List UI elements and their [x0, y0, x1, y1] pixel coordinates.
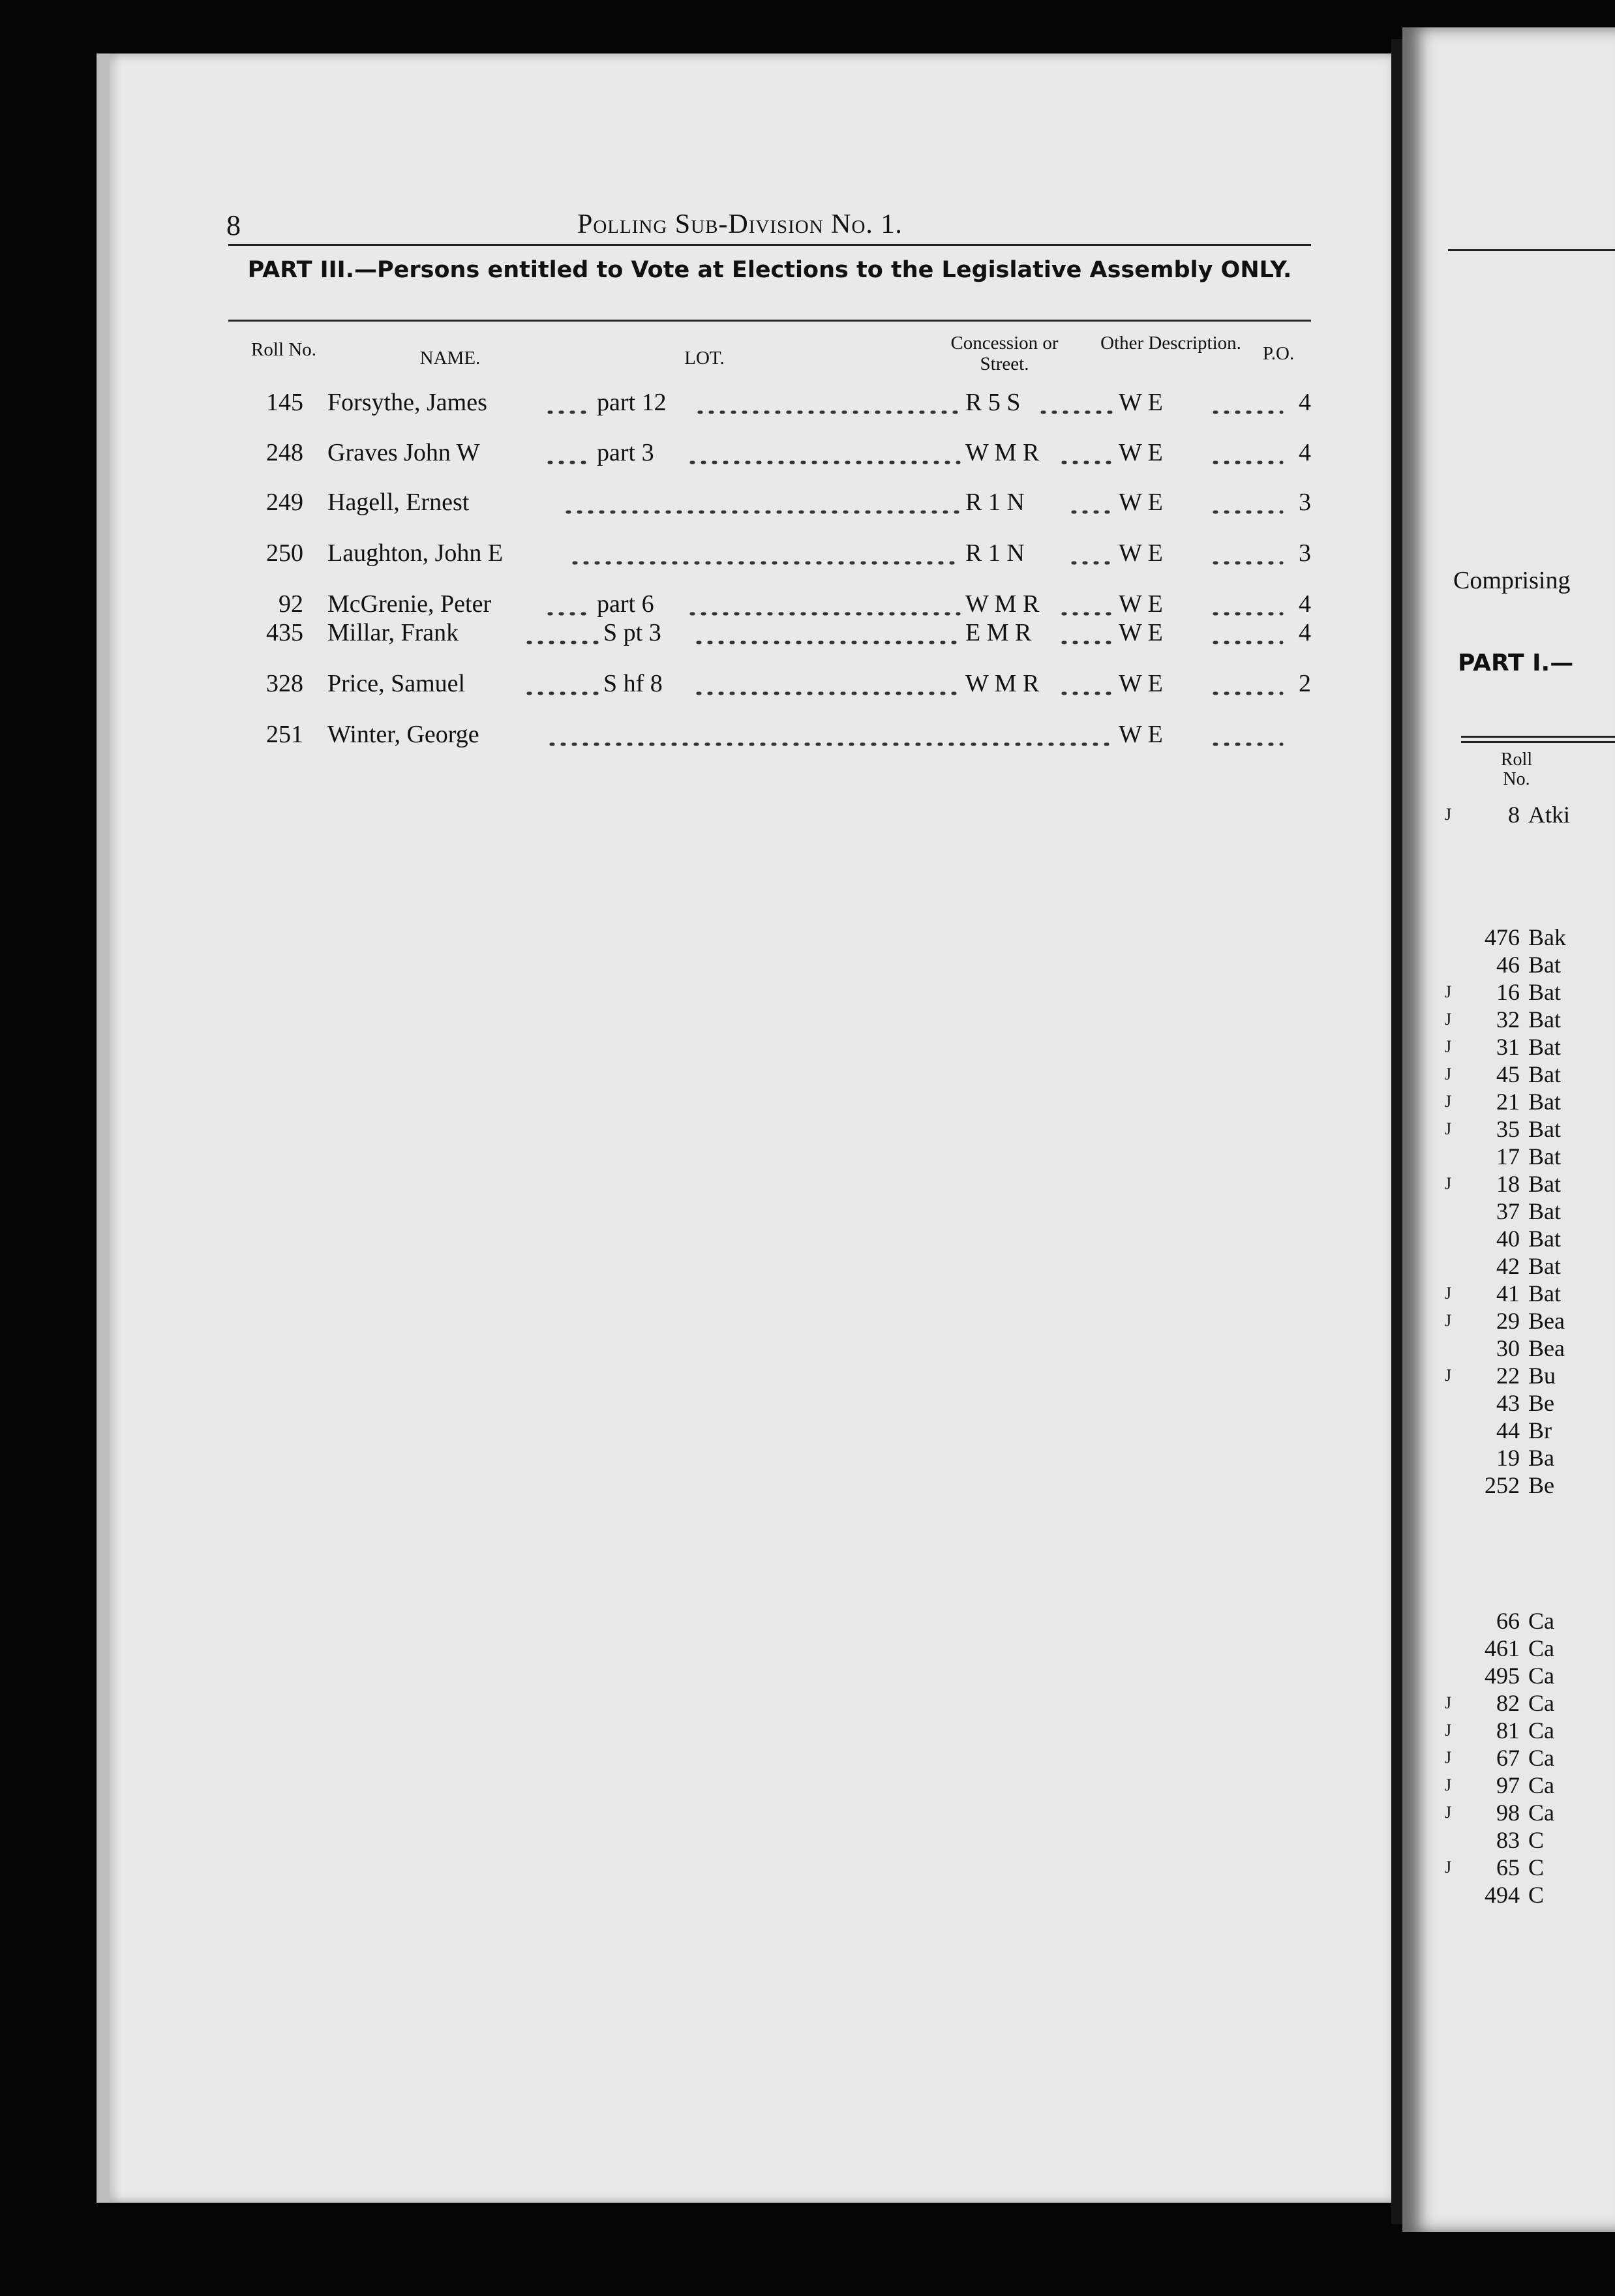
post-office: 2 — [1299, 670, 1311, 697]
juror-mark: J — [1445, 805, 1452, 824]
table-row — [228, 387, 1311, 418]
col-concession-header: Concession or Street. — [950, 333, 1059, 374]
juror-mark: J — [1445, 1065, 1452, 1083]
list-item — [1445, 978, 1615, 1006]
col-name-header: NAME. — [419, 348, 481, 369]
roll-number: 42 — [1496, 1253, 1520, 1279]
roll-number: 495 — [1485, 1663, 1520, 1689]
juror-mark: J — [1445, 1174, 1452, 1193]
description: W E — [1119, 389, 1163, 416]
roll-number: 328 — [266, 670, 303, 697]
table-row — [228, 719, 1311, 750]
list-item — [1445, 1389, 1615, 1417]
voter-name: Bea — [1528, 1308, 1565, 1334]
table-row — [228, 437, 1311, 468]
roll-number: 18 — [1496, 1171, 1520, 1197]
comprising-label: Comprising — [1453, 567, 1571, 594]
list-item — [1445, 924, 1615, 951]
table-row — [228, 668, 1311, 699]
roll-number: 45 — [1496, 1061, 1520, 1087]
list-item — [1445, 1799, 1615, 1826]
juror-mark: J — [1445, 1721, 1452, 1740]
voter-name: Ca — [1528, 1745, 1554, 1771]
voter-name: Atki — [1528, 802, 1571, 828]
list-item — [1445, 1472, 1615, 1499]
juror-mark: J — [1445, 1775, 1452, 1794]
roll-number: 476 — [1485, 924, 1520, 950]
list-item — [1445, 1006, 1615, 1033]
juror-mark: J — [1445, 1858, 1452, 1877]
roll-number: 98 — [1496, 1800, 1520, 1826]
table-row — [228, 487, 1311, 518]
right-header-rule — [1448, 249, 1615, 251]
voter-name: Bat — [1528, 1006, 1561, 1033]
voter-name: Bat — [1528, 952, 1561, 978]
post-office: 4 — [1299, 439, 1311, 466]
lot: part 12 — [597, 389, 667, 416]
list-item — [1445, 1198, 1615, 1225]
roll-number: 494 — [1485, 1882, 1520, 1908]
voter-name: Bat — [1528, 1226, 1561, 1252]
header-rule — [228, 244, 1311, 246]
voter-name: Laughton, John E — [327, 539, 504, 567]
voter-name: Bea — [1528, 1335, 1565, 1361]
list-item — [1445, 1662, 1615, 1689]
voter-name: Graves John W — [327, 439, 480, 466]
list-item — [1445, 1854, 1615, 1881]
list-item — [1445, 801, 1615, 828]
list-item — [1445, 1252, 1615, 1280]
voter-name: Be — [1528, 1390, 1554, 1416]
roll-number: 83 — [1496, 1827, 1520, 1853]
voter-name: Ca — [1528, 1635, 1554, 1661]
roll-number: 29 — [1496, 1308, 1520, 1334]
table-row — [228, 537, 1311, 569]
col-lot-header: LOT. — [684, 348, 725, 369]
concession: R 1 N — [965, 489, 1025, 516]
voter-name: Bat — [1528, 1061, 1561, 1087]
roll-number: 37 — [1496, 1198, 1520, 1224]
list-item — [1445, 1717, 1615, 1744]
list-item — [1445, 1033, 1615, 1061]
roll-number: 22 — [1496, 1363, 1520, 1389]
list-item — [1445, 1115, 1615, 1143]
list-item — [1445, 1088, 1615, 1115]
table-row — [228, 617, 1311, 648]
running-head: Polling Sub-Division No. 1. — [577, 209, 903, 239]
description: W E — [1119, 489, 1163, 516]
right-rule-1 — [1461, 736, 1615, 738]
table-row — [228, 588, 1311, 620]
roll-number: 41 — [1496, 1280, 1520, 1307]
concession: W M R — [965, 439, 1040, 466]
list-item — [1445, 1225, 1615, 1252]
post-office: 3 — [1299, 539, 1311, 567]
col-po-header: P.O. — [1262, 343, 1295, 364]
voter-name: Bat — [1528, 1280, 1561, 1307]
lot: part 3 — [597, 439, 654, 466]
juror-mark: J — [1445, 1748, 1452, 1767]
voter-name: C — [1528, 1854, 1545, 1881]
juror-mark: J — [1445, 1092, 1452, 1111]
list-item — [1445, 1143, 1615, 1170]
juror-mark: J — [1445, 982, 1452, 1001]
juror-mark: J — [1445, 1119, 1452, 1138]
roll-number: 8 — [1508, 802, 1520, 828]
voter-name: Bat — [1528, 1089, 1561, 1115]
list-item — [1445, 1444, 1615, 1472]
voter-name: Bat — [1528, 1143, 1561, 1170]
voter-name: Ba — [1528, 1445, 1554, 1471]
list-item — [1445, 1417, 1615, 1444]
list-item — [1445, 1744, 1615, 1772]
concession: R 5 S — [965, 389, 1021, 416]
juror-mark: J — [1445, 1803, 1452, 1822]
part-heading: PART III.—Persons entitled to Vote at Elections to the Legislative Assembly ONLY. — [247, 257, 1292, 283]
roll-number: 35 — [1496, 1116, 1520, 1142]
roll-number: 249 — [266, 489, 303, 516]
roll-number: 461 — [1485, 1635, 1520, 1661]
post-office: 4 — [1299, 590, 1311, 618]
roll-number: 19 — [1496, 1445, 1520, 1471]
voter-name: Ca — [1528, 1800, 1554, 1826]
roll-number: 251 — [266, 721, 303, 748]
voter-name: Br — [1528, 1417, 1552, 1443]
list-item — [1445, 951, 1615, 978]
voter-name: Ca — [1528, 1717, 1554, 1744]
left-page — [97, 53, 1404, 2203]
voter-name: McGrenie, Peter — [327, 590, 492, 618]
roll-number: 250 — [266, 539, 303, 567]
list-item — [1445, 1170, 1615, 1198]
right-rule-2 — [1461, 741, 1615, 743]
roll-number: 92 — [279, 590, 303, 618]
description: W E — [1119, 539, 1163, 567]
roll-number: 40 — [1496, 1226, 1520, 1252]
heading-rule — [228, 320, 1311, 322]
list-item — [1445, 1772, 1615, 1799]
juror-mark: J — [1445, 1037, 1452, 1056]
list-item — [1445, 1635, 1615, 1662]
voter-name: Bu — [1528, 1363, 1556, 1389]
juror-mark: J — [1445, 1311, 1452, 1330]
concession: W M R — [965, 590, 1040, 618]
lot: S hf 8 — [603, 670, 663, 697]
description: W E — [1119, 619, 1163, 646]
roll-number: 82 — [1496, 1690, 1520, 1716]
lot: part 6 — [597, 590, 654, 618]
roll-number: 32 — [1496, 1006, 1520, 1033]
juror-mark: J — [1445, 1284, 1452, 1303]
roll-number: 252 — [1485, 1472, 1520, 1498]
voter-name: Bat — [1528, 979, 1561, 1005]
col-roll-header: Roll No. — [251, 339, 316, 360]
right-roll-header: Roll No. — [1500, 749, 1533, 789]
description: W E — [1119, 590, 1163, 618]
voter-name: Forsythe, James — [327, 389, 487, 416]
concession: R 1 N — [965, 539, 1025, 567]
roll-number: 66 — [1496, 1608, 1520, 1634]
voter-name: C — [1528, 1882, 1545, 1908]
roll-number: 81 — [1496, 1717, 1520, 1744]
roll-number: 16 — [1496, 979, 1520, 1005]
voter-name: Winter, George — [327, 721, 479, 748]
list-item — [1445, 1881, 1615, 1909]
col-description-header: Other Description. — [1100, 333, 1241, 354]
voter-name: Bat — [1528, 1116, 1561, 1142]
voter-name: Hagell, Ernest — [327, 489, 470, 516]
roll-number: 43 — [1496, 1390, 1520, 1416]
page-number: 8 — [226, 209, 241, 241]
description: W E — [1119, 721, 1163, 748]
voter-name: Ca — [1528, 1663, 1554, 1689]
roll-number: 435 — [266, 619, 303, 646]
roll-number: 65 — [1496, 1854, 1520, 1881]
list-item — [1445, 1607, 1615, 1635]
voter-name: C — [1528, 1827, 1545, 1853]
juror-mark: J — [1445, 1366, 1452, 1385]
roll-number: 46 — [1496, 952, 1520, 978]
list-item — [1445, 1826, 1615, 1854]
juror-mark: J — [1445, 1010, 1452, 1029]
list-item — [1445, 1362, 1615, 1389]
post-office: 4 — [1299, 619, 1311, 646]
voter-name: Ca — [1528, 1690, 1554, 1716]
list-item — [1445, 1335, 1615, 1362]
roll-number: 248 — [266, 439, 303, 466]
roll-number: 30 — [1496, 1335, 1520, 1361]
post-office: 4 — [1299, 389, 1311, 416]
list-item — [1445, 1689, 1615, 1717]
concession: W M R — [965, 670, 1040, 697]
voter-name: Bat — [1528, 1171, 1561, 1197]
voter-name: Be — [1528, 1472, 1554, 1498]
voter-name: Bat — [1528, 1253, 1561, 1279]
list-item — [1445, 1061, 1615, 1088]
voter-name: Ca — [1528, 1772, 1554, 1798]
voter-name: Price, Samuel — [327, 670, 466, 697]
description: W E — [1119, 439, 1163, 466]
right-part-heading: PART I.— — [1458, 650, 1574, 676]
voter-name: Ca — [1528, 1608, 1554, 1634]
roll-number: 97 — [1496, 1772, 1520, 1798]
voter-name: Bat — [1528, 1198, 1561, 1224]
roll-number: 31 — [1496, 1034, 1520, 1060]
roll-number: 21 — [1496, 1089, 1520, 1115]
roll-number: 67 — [1496, 1745, 1520, 1771]
lot: S pt 3 — [603, 619, 661, 646]
voter-name: Bak — [1528, 924, 1566, 950]
list-item — [1445, 1307, 1615, 1335]
list-item — [1445, 1280, 1615, 1307]
roll-number: 44 — [1496, 1417, 1520, 1443]
roll-number: 17 — [1496, 1143, 1520, 1170]
concession: E M R — [965, 619, 1032, 646]
juror-mark: J — [1445, 1693, 1452, 1712]
post-office: 3 — [1299, 489, 1311, 516]
voter-name: Bat — [1528, 1034, 1561, 1060]
voter-name: Millar, Frank — [327, 619, 459, 646]
roll-number: 145 — [266, 389, 303, 416]
description: W E — [1119, 670, 1163, 697]
